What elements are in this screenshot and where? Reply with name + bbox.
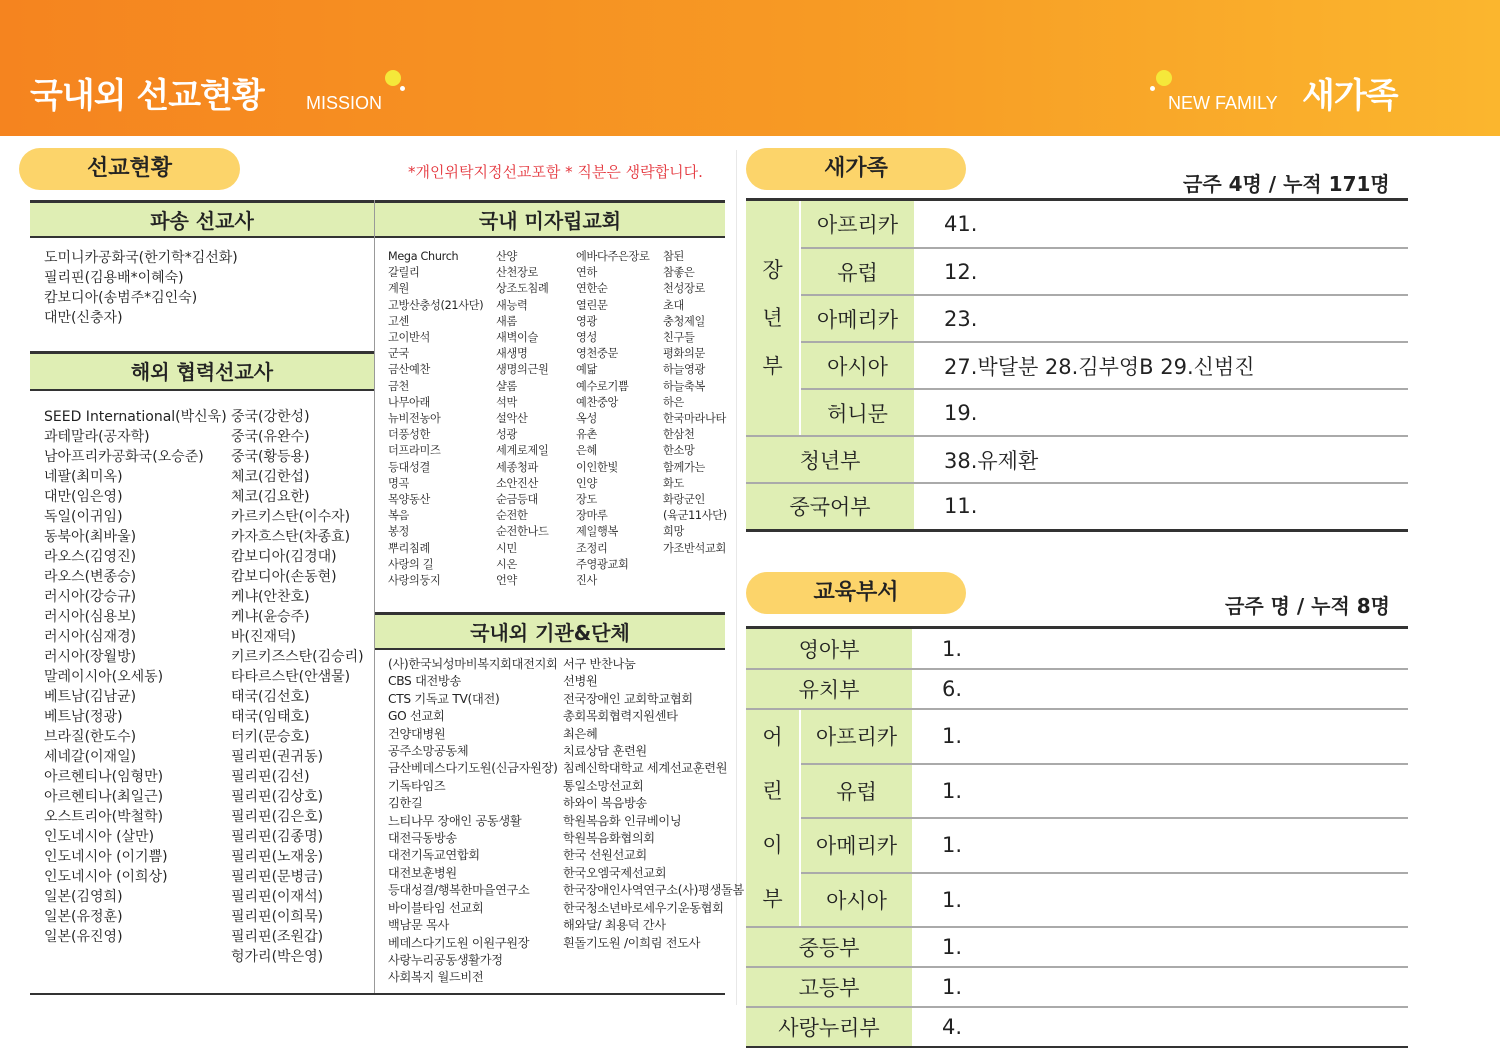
- list-item: 케냐(윤승주): [231, 609, 310, 625]
- list-item: 일본(유정훈): [44, 909, 123, 925]
- list-item: 주영광교회: [576, 557, 629, 571]
- mission-pill: 선교현황: [19, 148, 240, 190]
- table-row: [746, 764, 1408, 819]
- row-value: 19.: [914, 389, 1408, 436]
- education-pill: 교육부서: [746, 572, 966, 614]
- list-item: 생명의근원: [496, 363, 549, 377]
- list-item: 인도네시아 (이희상): [44, 869, 168, 885]
- list-item: 등대성결/행복한마을연구소: [388, 883, 530, 898]
- row-value: 4.: [912, 1007, 1408, 1047]
- list-item: 목양동산: [388, 493, 431, 507]
- list-item: 은혜: [576, 444, 598, 458]
- table-row: [746, 818, 1408, 873]
- list-item: 갈릴리: [388, 266, 420, 280]
- list-item: 태국(김선호): [231, 689, 310, 705]
- row-value: 1.: [912, 818, 1408, 873]
- list-item: 새능력: [496, 298, 528, 312]
- list-item: 한국장애인사역연구소(사)평생돌봄: [563, 883, 745, 898]
- list-item: 명곡: [388, 476, 410, 490]
- domestic-header: 국내 미자립교회: [375, 200, 725, 236]
- orgs-list-col1: [388, 656, 558, 987]
- list-item: 영광: [576, 314, 598, 328]
- list-item: 필리핀(김상호): [231, 789, 324, 805]
- list-item: (육군11사단): [663, 509, 727, 523]
- row-name: 아메리카: [800, 818, 912, 873]
- table-row: [746, 709, 1408, 764]
- overseas-list-col1: [44, 407, 227, 947]
- table-row: [746, 967, 1408, 1007]
- list-item: 대만(임은영): [44, 489, 123, 505]
- list-item: 시온: [496, 557, 518, 571]
- group-label-children: 어 린 이 부: [746, 709, 800, 927]
- list-item: 케냐(안찬호): [231, 589, 310, 605]
- list-item: 뿌리침례: [388, 541, 431, 555]
- list-item: 사랑누리공동생활가정: [388, 952, 503, 967]
- row-name: 아시아: [800, 342, 914, 389]
- row-value: 11.: [914, 483, 1408, 530]
- list-item: 세계로제일: [496, 444, 549, 458]
- list-item: 선병원: [563, 674, 598, 689]
- list-item: 사랑의둥지: [388, 574, 441, 588]
- list-item: 인도네시아 (이기쁨): [44, 849, 168, 865]
- row-name: 유럽: [800, 764, 912, 819]
- list-item: 건양대병원: [388, 726, 446, 741]
- list-item: 가조반석교회: [663, 541, 727, 555]
- list-item: 더프라미즈: [388, 444, 441, 458]
- list-item: 필리핀(김선): [231, 769, 310, 785]
- list-item: 인양: [576, 476, 598, 490]
- table-row: [746, 873, 1408, 928]
- list-item: 러시아(심재경): [44, 629, 137, 645]
- row-value: 38.유제환: [914, 436, 1408, 483]
- list-item: 필리핀(노재웅): [231, 849, 324, 865]
- list-item: 대전극동방송: [388, 831, 457, 846]
- table-row: [746, 629, 1408, 669]
- list-item: 캄보디아(송범주*김인숙): [44, 290, 198, 306]
- list-item: 체코(김요한): [231, 489, 310, 505]
- list-item: 산천장로: [496, 266, 539, 280]
- list-item: 총회목회협력지원센타: [563, 709, 678, 724]
- list-item: 장마루: [576, 509, 608, 523]
- newfamily-pill: 새가족: [746, 148, 966, 190]
- list-item: 새롬: [496, 314, 518, 328]
- newfamily-stat: 금주 4명 / 누적 171명: [1183, 172, 1390, 196]
- list-item: 예찬중앙: [576, 395, 619, 409]
- list-item: 옥성: [576, 412, 598, 426]
- list-item: 한국 선원선교회: [563, 848, 647, 863]
- list-item: 태국(임태호): [231, 709, 310, 725]
- row-name: 중국어부: [746, 483, 914, 530]
- list-item: 영천중문: [576, 347, 619, 361]
- domestic-list-col2: [496, 249, 549, 589]
- list-item: 바(진재덕): [231, 629, 297, 645]
- list-item: 예닮: [576, 363, 598, 377]
- list-item: 성광: [496, 428, 518, 442]
- orgs-list-col2: [563, 656, 744, 952]
- row-name: 중등부: [746, 927, 912, 967]
- row-value: 1.: [912, 709, 1408, 764]
- row-name: 영아부: [746, 629, 912, 669]
- list-item: 러시아(장월방): [44, 649, 137, 665]
- page-header: [0, 0, 1500, 136]
- list-item: 조정리: [576, 541, 608, 555]
- list-item: CBS 대전방송: [388, 674, 461, 689]
- list-item: 나무아래: [388, 395, 431, 409]
- list-item: 기독타임즈: [388, 778, 446, 793]
- list-item: 영성: [576, 331, 598, 345]
- list-item: 군국: [388, 347, 410, 361]
- table-row: [746, 669, 1408, 709]
- list-item: 한국마라나타: [663, 412, 727, 426]
- list-item: 참된: [663, 250, 685, 263]
- list-item: 과테말라(공자학): [44, 429, 150, 445]
- row-value: 41.: [914, 201, 1408, 248]
- list-item: 복음: [388, 509, 410, 523]
- table-row: [746, 483, 1408, 530]
- list-item: 하늘축복: [663, 379, 706, 393]
- newfamily-title: 새가족: [1302, 76, 1398, 116]
- list-item: 참좋은: [663, 266, 695, 280]
- list-item: 서구 반찬나눔: [563, 657, 636, 671]
- mission-title: 국내외 선교현황: [30, 76, 264, 116]
- dispatch-list: [44, 248, 238, 328]
- list-item: CTS 기독교 TV(대전): [388, 691, 500, 706]
- list-item: 하와이 복음방송: [563, 796, 647, 811]
- list-item: 바이블타임 선교회: [388, 900, 484, 915]
- list-item: 유촌: [576, 428, 598, 442]
- list-item: 새생명: [496, 347, 528, 361]
- row-value: 6.: [912, 669, 1408, 709]
- table-row: [746, 201, 1408, 248]
- list-item: 대만(신충자): [44, 310, 123, 326]
- list-item: 필리핀(이희묵): [231, 909, 324, 925]
- domestic-list-col1: [388, 249, 483, 589]
- list-item: 계원: [388, 282, 410, 296]
- list-item: 필리핀(김종명): [231, 829, 324, 845]
- list-item: 김한길: [388, 796, 423, 811]
- list-item: 오스트리아(박철학): [44, 809, 164, 825]
- list-item: 학원복음화협의회: [563, 831, 655, 846]
- row-value: 1.: [912, 927, 1408, 967]
- list-item: 예수로기쁨: [576, 379, 629, 393]
- list-item: 아르헨티나(최일근): [44, 789, 164, 805]
- list-item: 화랑군인: [663, 493, 706, 507]
- list-item: 에바다주은장로: [576, 250, 650, 263]
- list-item: 말레이시아(오세동): [44, 669, 164, 685]
- list-item: 고방산충성(21사단): [388, 298, 484, 312]
- list-item: 베데스다기도원 이원구원장: [388, 935, 530, 950]
- list-item: 순전한나드: [496, 525, 549, 539]
- list-item: 네팔(최미옥): [44, 469, 123, 485]
- list-item: 타타르스탄(안샘물): [231, 669, 351, 685]
- list-item: 장도: [576, 493, 598, 507]
- list-item: 산양: [496, 250, 518, 263]
- list-item: 카자흐스탄(차종효): [231, 529, 351, 545]
- list-item: 한삼천: [663, 428, 695, 442]
- table-row: [746, 342, 1408, 389]
- list-item: 함께가는: [663, 460, 706, 474]
- mission-note: *개인위탁지정선교포함 * 직분은 생략합니다.: [408, 163, 703, 181]
- list-item: 순전한: [496, 509, 528, 523]
- list-item: 터키(문승호): [231, 729, 310, 745]
- list-item: 필리핀(이재석): [231, 889, 324, 905]
- list-item: 열린문: [576, 298, 608, 312]
- list-item: 한국청소년바로세우기운동협회: [563, 900, 724, 915]
- list-item: 흰돌기도원 /이희림 전도사: [563, 935, 701, 950]
- decor-dot-icon: [1150, 86, 1155, 91]
- education-table: [746, 629, 1408, 1048]
- list-item: 한국오엠국제선교회: [563, 865, 667, 880]
- row-name: 유치부: [746, 669, 912, 709]
- list-item: 천성장로: [663, 282, 706, 296]
- list-item: 사랑의 길: [388, 557, 434, 571]
- table-row: [746, 248, 1408, 295]
- list-item: 중국(황등용): [231, 449, 310, 465]
- list-item: 일본(유진영): [44, 929, 123, 945]
- vertical-rule: [374, 200, 375, 995]
- list-item: 필리핀(김은호): [231, 809, 324, 825]
- list-item: 필리핀(조원갑): [231, 929, 324, 945]
- list-item: 전국장애인 교회학교협회: [563, 691, 693, 706]
- list-item: 동북아(최바울): [44, 529, 137, 545]
- rule: [30, 389, 374, 391]
- dispatch-header: 파송 선교사: [30, 200, 374, 236]
- list-item: 시민: [496, 541, 518, 555]
- list-item: 금산베데스다기도원(신금자원장): [388, 761, 558, 776]
- list-item: 샬롬: [496, 379, 518, 393]
- list-item: 하은: [663, 395, 685, 409]
- list-item: 뉴비전농아: [388, 412, 441, 426]
- row-name: 사랑누리부: [746, 1007, 912, 1047]
- table-row: [746, 436, 1408, 483]
- row-name: 유럽: [800, 248, 914, 295]
- list-item: 백남문 목사: [388, 918, 449, 933]
- list-item: 독일(이귀임): [44, 509, 123, 525]
- table-row: [746, 295, 1408, 342]
- row-value: 1.: [912, 629, 1408, 669]
- list-item: 중국(강한성): [231, 409, 310, 425]
- list-item: 사회복지 월드비전: [388, 970, 484, 985]
- list-item: 초대: [663, 298, 685, 312]
- list-item: 통일소망선교회: [563, 778, 644, 793]
- list-item: Mega Church: [388, 250, 459, 263]
- list-item: 느티나무 장애인 공동생활: [388, 813, 522, 828]
- row-name: 고등부: [746, 967, 912, 1007]
- list-item: 상조도침례: [496, 282, 549, 296]
- list-item: 아르헨티나(임형만): [44, 769, 164, 785]
- overseas-list-col2: [231, 407, 364, 967]
- orgs-header: 국내외 기관&단체: [375, 612, 725, 649]
- list-item: 캄보디아(손동현): [231, 569, 337, 585]
- table-row: [746, 927, 1408, 967]
- list-item: 대전기독교연합회: [388, 848, 480, 863]
- list-item: 언약: [496, 574, 518, 588]
- list-item: 베트남(정광): [44, 709, 123, 725]
- list-item: 제일행복: [576, 525, 619, 539]
- row-value: 12.: [914, 248, 1408, 295]
- row-value: 1.: [912, 764, 1408, 819]
- list-item: 이인한빛: [576, 460, 619, 474]
- list-item: 한소망: [663, 444, 695, 458]
- overseas-header: 해외 협력선교사: [30, 351, 374, 390]
- list-item: 화도: [663, 476, 685, 490]
- row-value: 27.박달분 28.김부영B 29.신범진: [914, 342, 1408, 389]
- list-item: 브라질(한도수): [44, 729, 137, 745]
- list-item: 세네갈(이재일): [44, 749, 137, 765]
- row-name: 청년부: [746, 436, 914, 483]
- decor-dot-icon: [1156, 70, 1172, 86]
- list-item: 희망: [663, 525, 685, 539]
- list-item: 하늘영광: [663, 363, 706, 377]
- rule: [30, 993, 725, 995]
- list-item: 봉정: [388, 525, 410, 539]
- list-item: 키르키즈스탄(김승리): [231, 649, 364, 665]
- rule: [30, 236, 725, 238]
- list-item: GO 선교회: [388, 709, 445, 724]
- domestic-list-col4: [663, 249, 727, 557]
- list-item: 러시아(심용보): [44, 609, 137, 625]
- rule: [375, 648, 725, 650]
- list-item: 중국(유완수): [231, 429, 310, 445]
- newfamily-table: [746, 201, 1408, 532]
- domestic-list-col3: [576, 249, 650, 589]
- list-item: 평화의문: [663, 347, 706, 361]
- list-item: 필리핀(김용배*이혜숙): [44, 270, 184, 286]
- list-item: 설악산: [496, 412, 528, 426]
- list-item: 석막: [496, 395, 518, 409]
- newfamily-subtitle: NEW FAMILY: [1168, 93, 1278, 113]
- list-item: 연한순: [576, 282, 608, 296]
- decor-dot-icon: [385, 70, 401, 86]
- row-value: 1.: [912, 967, 1408, 1007]
- table-row: [746, 1007, 1408, 1047]
- list-item: 일본(김영희): [44, 889, 123, 905]
- list-item: 진사: [576, 574, 598, 588]
- row-name: 아프리카: [800, 201, 914, 248]
- row-value: 1.: [912, 873, 1408, 928]
- list-item: 연하: [576, 266, 598, 280]
- list-item: 러시아(강승규): [44, 589, 137, 605]
- list-item: 필리핀(문병금): [231, 869, 324, 885]
- list-item: 대전보훈병원: [388, 865, 457, 880]
- list-item: 순금등대: [496, 493, 539, 507]
- row-name: 아메리카: [800, 295, 914, 342]
- list-item: 세종청파: [496, 460, 539, 474]
- list-item: 라오스(김영진): [44, 549, 137, 565]
- list-item: 체코(김한섭): [231, 469, 310, 485]
- list-item: 새벽이슬: [496, 331, 539, 345]
- list-item: (사)한국뇌성마비복지회대전지회: [388, 657, 558, 671]
- list-item: 침례신학대학교 세계선교훈련원: [563, 761, 728, 776]
- list-item: 고이반석: [388, 331, 431, 345]
- list-item: 도미니카공화국(한기학*김선화): [44, 250, 238, 266]
- list-item: 친구들: [663, 331, 695, 345]
- list-item: 학원복음화 인큐베이닝: [563, 813, 682, 828]
- list-item: 필리핀(권귀동): [231, 749, 324, 765]
- list-item: 최은혜: [563, 726, 598, 741]
- row-name: 허니문: [800, 389, 914, 436]
- list-item: 라오스(변종승): [44, 569, 137, 585]
- list-item: 베트남(김남균): [44, 689, 137, 705]
- list-item: 등대성결: [388, 460, 431, 474]
- list-item: 금산예찬: [388, 363, 431, 377]
- list-item: 더풍성한: [388, 428, 431, 442]
- row-name: 아프리카: [800, 709, 912, 764]
- list-item: 인도네시아 (살만): [44, 829, 155, 845]
- row-value: 23.: [914, 295, 1408, 342]
- row-name: 아시아: [800, 873, 912, 928]
- list-item: 공주소망공동체: [388, 744, 469, 759]
- list-item: 치료상담 훈련원: [563, 744, 647, 759]
- list-item: 해와달/ 최용덕 간사: [563, 918, 666, 933]
- list-item: 남아프리카공화국(오승준): [44, 449, 204, 465]
- group-label-youth: 장 년 부: [746, 201, 800, 436]
- decor-dot-icon: [400, 86, 405, 91]
- list-item: 캄보디아(김경대): [231, 549, 337, 565]
- mission-subtitle: MISSION: [306, 93, 383, 113]
- list-item: 충청제일: [663, 314, 706, 328]
- list-item: 소안진산: [496, 476, 539, 490]
- list-item: SEED International(박신욱): [44, 409, 227, 425]
- list-item: 헝가리(박은영): [231, 949, 324, 965]
- table-row: [746, 389, 1408, 436]
- list-item: 고센: [388, 314, 410, 328]
- list-item: 카르키스탄(이수자): [231, 509, 351, 525]
- education-stat: 금주 명 / 누적 8명: [1225, 594, 1390, 618]
- list-item: 금천: [388, 379, 410, 393]
